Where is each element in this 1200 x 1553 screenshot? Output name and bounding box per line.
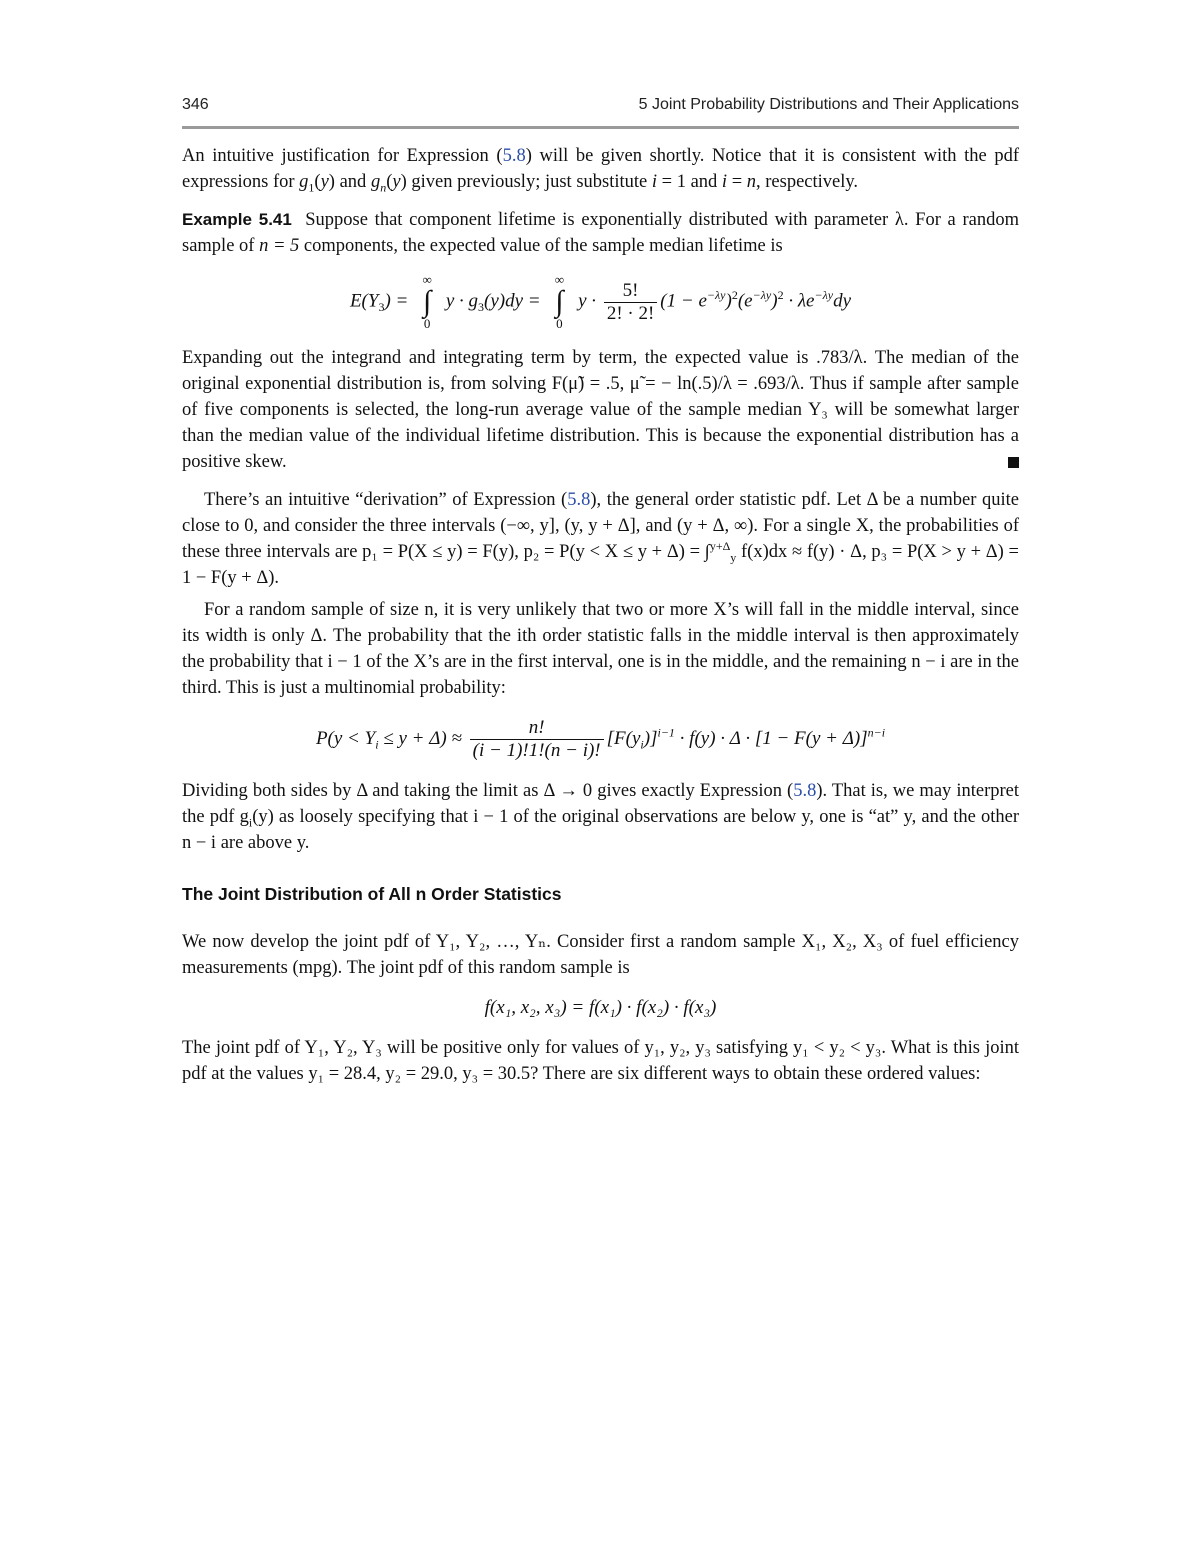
paragraph-ordered-values: The joint pdf of Y₁, Y₂, Y₃ will be positive only for values of y₁, y₂, y₃ satisfying y₁ < y₂ < y₃. What is this joint pdf at the values y₁ = 28.4, y₂ = 29.0, y₃ = 30.5? There are six different ways to obtain these ordered values:	[182, 1038, 1019, 1084]
fraction: $\frac{n!}{(i - 1)!1!(n - i)!}$	[470, 717, 604, 762]
paragraph-multinomial: For a random sample of size n, it is very unlikely that two or more X’s will fall in the middle interval, since its width is only Δ. The probability that the ith order statistic falls in the middle interval is then approximately the probability that i − 1 of the X’s are in the first interval, one is in the middle, and the remaining n − i are in the third. This is just a multinomial probability:	[182, 600, 1019, 698]
paragraph-expanding: Expanding out the integrand and integrating term by term, the expected value is .783/λ. The median of the original exponential distribution is, from solving F(μ̃) = .5, μ̃ = − ln(.5)/λ = .693/λ. Thus if sample after sample of five components is selected, the long-run average value of the sample median Y₃ will be somewhat larger than the median value of the individual lifetime distribution. This is because the exponential distribution has a positive skew.	[182, 348, 1019, 472]
chapter-title: 5 Joint Probability Distributions and Their Applications	[638, 96, 1019, 113]
paragraph-intro: An intuitive justification for Expression (5.8) will be given shortly. Notice that it is consistent with the pdf expressions for $g_1(y)$ and $g_n(y)$ given previously; just substitute i = 1 and i = n, respectively.	[182, 146, 1019, 195]
example-paragraph: Example 5.41 Suppose that component lifetime is exponentially distributed with parameter λ. For a random sample of n = 5 components, the expected value of the sample median lifetime is	[182, 210, 1019, 256]
paragraph-joint-pdf: We now develop the joint pdf of Y₁, Y₂, …, Yₙ. Consider first a random sample X₁, X₂, X₃ of fuel efficiency measurements (mpg). The joint pdf of this random sample is	[182, 932, 1019, 978]
paragraph-derivation: There’s an intuitive “derivation” of Expression (5.8), the general order statistic pdf. Let Δ be a number quite close to 0, and consider the three intervals (−∞, y], (y, y + Δ], and (y + Δ, ∞). For a single X, the probabilities of these three intervals are p₁ = P(X ≤ y) = F(y), p₂ = P(y < X ≤ y + Δ) = ∫$^{y+\Delta}_y$ f(x)dx ≈ f(y) · Δ, p₃ = P(X > y + Δ) = 1 − F(y + Δ).	[182, 490, 1019, 588]
fraction: $\frac{5!}{2! \cdot 2!}$	[604, 280, 657, 325]
end-of-example-icon	[1008, 457, 1019, 468]
expression-link[interactable]: 5.8	[502, 146, 526, 166]
integral-sign: ∞ ∫ 0	[554, 272, 565, 331]
expression-link[interactable]: 5.8	[793, 781, 817, 801]
page	[182, 96, 1019, 1087]
example-label: Example 5.41	[182, 210, 292, 229]
expression-link[interactable]: 5.8	[567, 490, 591, 510]
integral-sign: ∞ ∫ 0	[422, 272, 432, 331]
page-number: 346	[182, 96, 209, 113]
equation-multinomial: $P(y < Y_i \le y + \Delta)$ ≈ $\frac{n!}{(i - 1)!1!(n - i)!}$ $[F(y_i)]^{i-1} \cdot f(y) \cdot \Delta \cdot [1 - F(y + \Delta)]^{n-i}$	[315, 717, 886, 761]
header-rule	[182, 126, 1019, 129]
running-header	[182, 96, 1019, 114]
section-heading: The Joint Distribution of All n Order Statistics	[182, 884, 562, 904]
equation-joint-pdf: f(x₁, x₂, x₃) = f(x₁) · f(x₂) · f(x₃)	[484, 997, 717, 1018]
paragraph-dividing: Dividing both sides by Δ and taking the limit as Δ → 0 gives exactly Expression (5.8). That is, we may interpret the pdf $g_i(y)$ as loosely specifying that i − 1 of the original observations are below y, one is “at” y, and the other n − i are above y.	[182, 781, 1020, 853]
equation-expected-median: $E(Y_3)$ = ∞ ∫ 0 $y \cdot g_3(y)dy$ = ∞ ∫ 0 y · $\frac{5!}{2! \cdot 2!}$ $(1 - e^{-\lambda y})^2(e^{-\lambda y})^2 \cdot \lambda e^{-\lambda y}dy$	[349, 272, 852, 331]
